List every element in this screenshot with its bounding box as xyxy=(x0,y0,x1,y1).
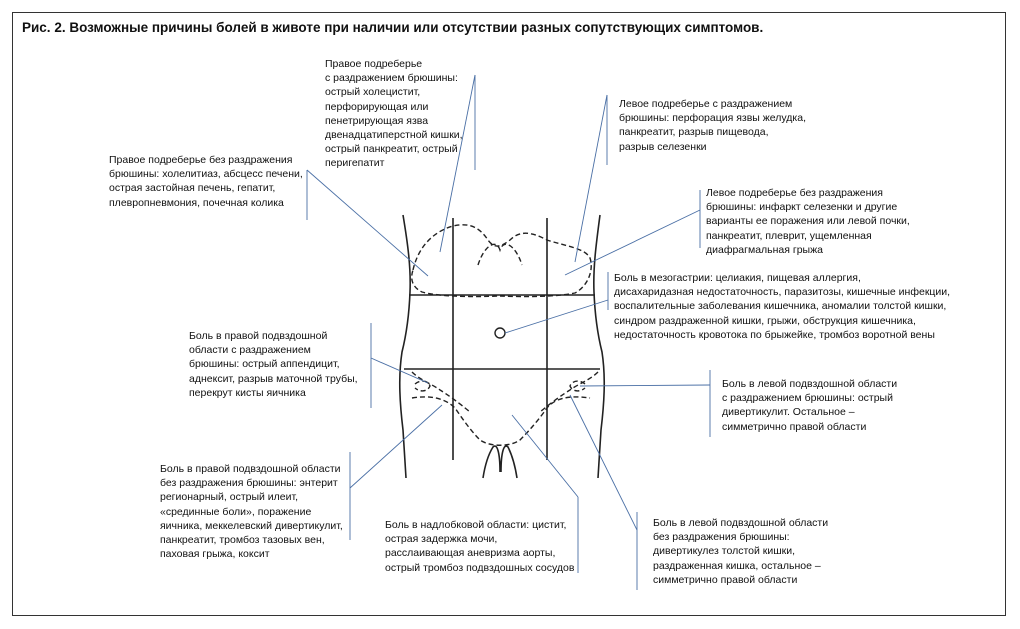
label-left-hypochondrium-peritoneal: Левое подреберье с раздражением брюшины: перфорация язвы желудка, панкреатит, разрыв пищевода, разрыв селезенки xyxy=(619,98,806,153)
label-left-iliac-peritoneal: Боль в левой подвздошной области с раздражением брюшины: острый дивертикулит. Остальное – симметрично правой области xyxy=(722,378,898,433)
label-left-iliac-no-irritation: Боль в левой подвздошной области без раздражения брюшины: дивертикулез толстой кишки, раздраженная кишка, остальное – симметрично правой области xyxy=(653,517,829,586)
region-grid xyxy=(404,218,600,460)
label-right-iliac-no-irritation: Боль в правой подвздошной области без раздражения брюшины: энтерит регионарный, острый илеит, «срединные боли», поражение яичника, меккелевский дивертикулит, панкреатит, тромбоз тазовых вен, паховая грыжа, коксит xyxy=(160,463,343,561)
label-right-hypochondrium-no-irritation: Правое подреберье без раздражения брюшины: холелитиаз, абсцесс печени, острая застойная печень, гепатит, плевропневмония, почечная колика xyxy=(109,154,303,209)
label-right-iliac-peritoneal: Боль в правой подвздошной области с раздражением брюшины: острый аппендицит, аднексит, разрыв маточной трубы, перекрут кисты яичника xyxy=(189,330,358,399)
torso-outline xyxy=(400,215,604,478)
label-suprapubic: Боль в надлобковой области: цистит, острая задержка мочи, расслаивающая аневризма аорты, острый тромбоз подвздошных сосудов xyxy=(385,519,575,574)
label-left-hypochondrium-no-irritation: Левое подреберье без раздражения брюшины: инфаркт селезенки и другие варианты ее поражения или левой почки, панкреатит, плеврит, ущемленная диафрагмальная грыжа xyxy=(706,187,910,256)
umbilicus-marker xyxy=(495,328,505,338)
figure-title: Рис. 2. Возможные причины болей в животе при наличии или отсутствии разных сопутствующих симптомов. xyxy=(22,20,764,35)
label-right-hypochondrium-peritoneal: Правое подреберье с раздражением брюшины: острый холецистит, перфорирующая или пенетрирующая язва двенадцатиперстной кишки, острый панкреатит, острый перигепатит xyxy=(325,58,463,170)
label-mesogastrium: Боль в мезогастрии: целиакия, пищевая аллергия, дисахаридазная недостаточность, паразитозы, кишечные инфекции, воспалительные заболевания кишечника, аномалии толстой кишки, синдром раздраженной кишки, грыжи, обструкция кишечника, недостаточность кровотока по брыжейке, тромбоз воротной вены xyxy=(614,272,951,341)
